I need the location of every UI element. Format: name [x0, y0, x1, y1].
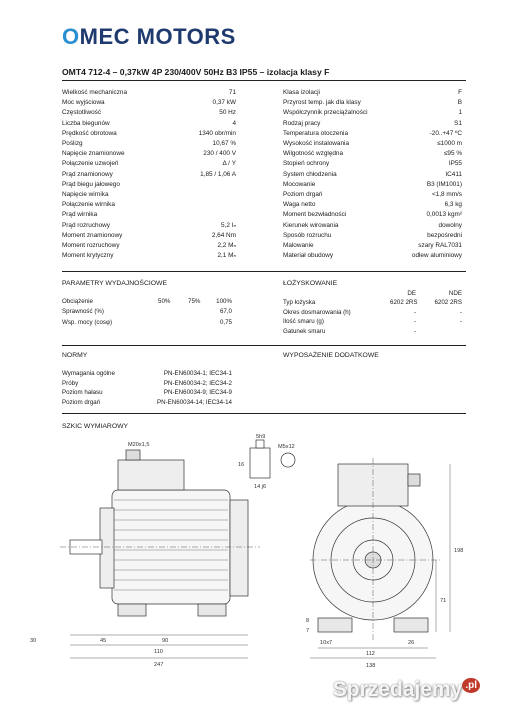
spec-right-value: 0,0013 kgm² — [426, 211, 462, 219]
efficiency-col-label: Obciążenie — [62, 298, 93, 305]
spec-right-value: -20..+47 ºC — [429, 129, 462, 137]
product-title: OMT4 712-4 – 0,37kW 4P 230/400V 50Hz B3 IP55 – izolacja klasy F — [62, 67, 330, 77]
spec-left-label: Poślizg — [62, 140, 83, 147]
bearings-col-de: DE — [407, 290, 416, 297]
fan-cover — [230, 500, 248, 596]
dim-front-foot: 10x7 — [320, 640, 333, 646]
standard-value: PN-EN60034-2; IEC34-2 — [163, 379, 232, 387]
foot-front — [118, 604, 146, 616]
watermark-tld: .pl — [462, 678, 480, 693]
dimension-drawing — [30, 430, 480, 680]
spec-right-value: F — [458, 89, 462, 96]
spec-left-value: Δ / Y — [222, 160, 236, 168]
efficiency-col-75: 75% — [188, 298, 201, 305]
spec-right-value: odlew aluminiowy — [411, 252, 462, 260]
spec-left-label: Wielkość mechaniczna — [62, 89, 127, 96]
spec-left-value: 5,2 Iₙ — [221, 221, 236, 229]
spec-right-label: Rodzaj pracy — [283, 119, 321, 127]
standards-divider — [62, 413, 466, 414]
shaft-detail — [250, 448, 270, 478]
spec-right-label: Kierunek wirowania — [283, 221, 339, 229]
shaft-section — [281, 453, 295, 467]
specs-divider — [62, 271, 466, 272]
spec-right-value: ≤95 % — [443, 150, 462, 158]
spec-left-label: Moment krytyczny — [62, 252, 114, 260]
dim-side-total: 247 — [154, 662, 164, 668]
dim-shaft-key-height: 16 — [238, 462, 245, 468]
spec-left-value: 2,64 Nm — [211, 231, 236, 239]
standard-value: PN-EN60034-9; IEC34-9 — [163, 389, 232, 396]
bearing-row-label: Ilość smaru (g) — [283, 318, 324, 325]
spec-left-value: 10,67 % — [212, 140, 236, 147]
spec-right-label: Temperatura otoczenia — [283, 129, 349, 137]
spec-right-label: Wilgotność względna — [283, 150, 344, 158]
spec-right-label: Materiał obudowy — [283, 252, 334, 260]
spec-left-label: Prędkość obrotowa — [62, 129, 117, 137]
bearing-nde: - — [459, 308, 462, 316]
spec-right-value: dowolny — [438, 221, 462, 229]
spec-left-label: Moc wyjściowa — [62, 99, 105, 107]
spec-right-value: 6,3 kg — [444, 201, 462, 209]
spec-left-value: 0,37 kW — [212, 99, 236, 107]
bearings-heading: ŁOŻYSKOWANIE — [283, 280, 338, 287]
spec-left-label: Liczba biegunów — [62, 119, 110, 127]
bearing-row-label: Typ łożyska — [283, 299, 316, 306]
terminal-box-side — [118, 460, 184, 490]
standards-heading: NORMY — [62, 352, 88, 359]
accessories-heading: WYPOSAŻENIE DODATKOWE — [283, 352, 379, 359]
spec-left-value: 230 / 400 V — [203, 150, 236, 158]
specs-left-table — [62, 88, 236, 263]
bearing-row-label: Gatunek smaru — [283, 327, 326, 335]
spec-left-label: Prąd wirnika — [62, 211, 98, 219]
spec-right-label: Moment bezwładności — [283, 211, 347, 219]
spec-left-label: Moment znamionowy — [62, 231, 123, 239]
spec-right-label: Mocowanie — [283, 180, 316, 188]
dim-front-base: 112 — [366, 651, 375, 657]
spec-right-value: B — [457, 99, 462, 107]
spec-right-value: <1,8 mm/s — [431, 191, 462, 198]
spec-right-label: System chłodzenia — [283, 170, 337, 178]
spec-left-value: 4 — [232, 119, 236, 127]
spec-right-value: 1 — [458, 109, 462, 117]
bearing-de: - — [413, 327, 416, 335]
dim-front-axis: 71 — [440, 598, 447, 604]
standard-label: Poziom drgań — [62, 398, 101, 406]
dim-shaft-key: 5h9 — [256, 434, 266, 440]
spec-left-label: Prąd znamionowy — [62, 170, 113, 178]
brand-logo — [62, 24, 236, 50]
spec-right-label: Przyrost temp. jak dla klasy — [283, 99, 361, 107]
efficiency-cell: 67,0 — [219, 308, 232, 315]
dim-side-3: 90 — [162, 638, 169, 644]
watermark-text: Sprzedajemy — [332, 678, 463, 701]
spec-left-label: Połączenie uzwojeń — [62, 160, 119, 168]
efficiency-row-label: Sprawność (%) — [62, 308, 104, 315]
spec-right-value: IP55 — [448, 160, 462, 168]
spec-left-value: 1340 obr/min — [198, 129, 236, 137]
dim-front-height: 198 — [454, 548, 464, 554]
bearing-de: - — [413, 308, 416, 316]
efficiency-divider — [62, 345, 466, 346]
spec-left-value: 2,2 Mₙ — [217, 242, 236, 249]
spec-left-value: 71 — [228, 89, 236, 96]
spec-left-value: 1,85 / 1,06 A — [200, 170, 236, 178]
cable-gland — [126, 450, 140, 460]
spec-right-label: Współczynnik przeciążalności — [283, 109, 368, 117]
spec-left-label: Napięcie wirnika — [62, 191, 109, 198]
dim-shaft-thread: M5x12 — [278, 444, 295, 450]
dim-shaft-diameter: 14 j6 — [254, 484, 267, 490]
spec-right-label: Sposób rozruchu — [283, 231, 332, 239]
spec-right-label: Malowanie — [283, 242, 314, 249]
efficiency-col-100: 100% — [216, 298, 232, 305]
spec-left-value: 50 Hz — [219, 109, 236, 117]
spec-right-label: Waga netto — [283, 201, 316, 209]
spec-left-label: Prąd biegu jałowego — [62, 180, 120, 188]
standard-label: Wymagania ogólne — [62, 370, 115, 377]
spec-right-value: B3 (IM1001) — [426, 180, 462, 188]
spec-left-label: Prąd rozruchowy — [62, 221, 110, 229]
dim-side-2: 45 — [100, 638, 107, 644]
dim-front-flange: 7 — [306, 628, 310, 634]
standard-value: PN-EN60034-1; IEC34-1 — [163, 370, 232, 377]
bearing-nde: - — [459, 318, 462, 325]
efficiency-heading: PARAMETRY WYDAJNOŚCIOWE — [62, 280, 167, 287]
dim-side-4: 110 — [154, 649, 163, 655]
spec-left-label: Moment rozruchowy — [62, 242, 120, 249]
bearing-de: 6202 2RS — [390, 299, 418, 306]
logo-letter: O — [62, 24, 80, 49]
spec-right-value: ≤1000 m — [437, 140, 462, 147]
foot-right — [394, 618, 428, 632]
standard-label: Próby — [62, 379, 79, 387]
efficiency-cell: 0,75 — [219, 319, 232, 326]
efficiency-row-label: Wsp. mocy (cosφ) — [62, 319, 113, 326]
spec-right-value: bezpośredni — [427, 231, 462, 239]
bearing-de: - — [413, 318, 416, 325]
spec-left-label: Napięcie znamionowe — [62, 150, 125, 158]
spec-left-value: 2,1 Mₙ — [217, 252, 236, 260]
spec-left-label: Połączenie wirnika — [62, 201, 115, 209]
bearing-row-label: Okres dosmarowania (h) — [283, 308, 351, 316]
foot-left — [318, 618, 352, 632]
foot-rear — [198, 604, 226, 616]
standard-label: Poziom hałasu — [62, 389, 103, 396]
efficiency-col-50: 50% — [158, 298, 171, 305]
spec-right-label: Wysokość instalowania — [283, 140, 350, 147]
spec-left-label: Częstotliwość — [62, 109, 102, 117]
logo-text: MEC MOTORS — [79, 24, 236, 49]
dim-side-1: 30 — [30, 638, 37, 644]
dim-gland: M20x1,5 — [128, 442, 150, 448]
watermark — [333, 678, 480, 702]
standard-value: PN-EN60034-14; IEC34-14 — [157, 398, 232, 406]
spec-right-value: szary RAL7031 — [418, 242, 462, 249]
spec-right-value: IC411 — [445, 170, 462, 178]
drawing-heading: SZKIC WYMIAROWY — [62, 423, 129, 430]
specs-right-table — [283, 88, 462, 263]
dim-front-foot-width: 26 — [408, 640, 415, 646]
dim-front-dd: 8 — [306, 618, 310, 624]
bearings-col-nde: NDE — [448, 290, 462, 297]
spec-right-label: Poziom drgań — [283, 191, 323, 198]
spec-right-label: Klasa izolacji — [283, 89, 320, 96]
bearing-nde: 6202 2RS — [434, 299, 462, 306]
title-divider — [62, 80, 466, 81]
dim-front-width: 138 — [366, 663, 376, 669]
spec-right-value: S1 — [454, 119, 462, 127]
spec-right-label: Stopień ochrony — [283, 160, 330, 168]
